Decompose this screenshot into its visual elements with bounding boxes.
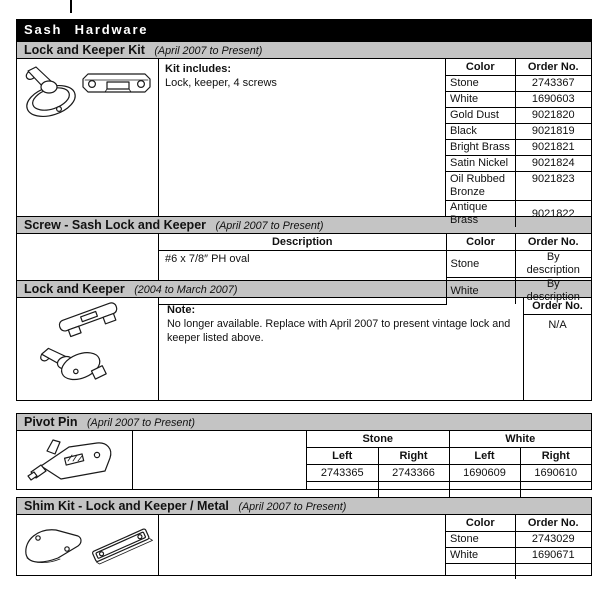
color-cell: Bright Brass (446, 140, 515, 156)
pivot-pin-image-cell (17, 431, 133, 489)
note-cell (159, 298, 523, 400)
scan-artifact-mark (70, 0, 72, 13)
empty-cell (520, 482, 591, 498)
column-header-left: Left (307, 448, 378, 465)
filler-row (307, 482, 591, 498)
order-no-cell: 9021824 (515, 156, 591, 172)
table-row (446, 76, 591, 92)
color-cell: White (446, 548, 515, 564)
section-header-shim-kit (16, 497, 592, 515)
section-lock-and-keeper-old (16, 297, 592, 401)
order-no-cell: By description (515, 251, 591, 278)
empty-cell (449, 482, 520, 498)
shim-kit-table-cell (446, 515, 591, 575)
color-cell: Stone (446, 76, 515, 92)
section-title: Lock and Keeper (24, 282, 125, 296)
pivot-pin-illustration-icon (27, 434, 123, 486)
section-title: Screw - Sash Lock and Keeper (24, 218, 207, 232)
column-header-order-no: Order No. (515, 515, 591, 532)
table-row (159, 251, 591, 278)
filler-row (446, 564, 591, 580)
lock-keeper-kit-image-cell (17, 59, 159, 216)
page-title-bar (16, 19, 592, 41)
order-no-cell: 2743366 (378, 465, 449, 482)
group-header-white: White (449, 431, 591, 448)
order-no-cell: 9021822 (515, 201, 591, 228)
table-row (446, 92, 591, 108)
order-no-cell: 9021823 (515, 172, 591, 201)
empty-cell (515, 564, 591, 580)
color-cell: Stone (446, 532, 515, 548)
column-header-right: Right (520, 448, 591, 465)
color-cell: Oil Rubbed Bronze (446, 172, 515, 201)
note-text: No longer available. Replace with April 2007 to present vintage lock and keeper listed above. (167, 318, 511, 344)
order-no-cell: 2743367 (515, 76, 591, 92)
table-row (446, 548, 591, 564)
order-no-cell: 1690610 (520, 465, 591, 482)
section-shim-kit (16, 514, 592, 576)
order-no-column (523, 298, 591, 400)
column-header-right: Right (378, 448, 449, 465)
color-order-table-cell (446, 59, 591, 226)
column-header-order-no: Order No. (524, 298, 591, 315)
section-date-range: (April 2007 to Present) (86, 417, 195, 429)
empty-cell (378, 482, 449, 498)
section-date-range: (April 2007 to Present) (215, 220, 324, 232)
table-row (446, 201, 591, 228)
section-date-range: (April 2007 to Present) (238, 501, 347, 513)
column-header-description: Description (159, 234, 446, 251)
empty-cell (446, 564, 515, 580)
color-order-table (446, 59, 591, 227)
kit-includes-cell (159, 59, 446, 216)
order-no-value: N/A (548, 319, 567, 331)
order-no-cell: By description (515, 278, 591, 305)
section-pivot-pin (16, 430, 592, 490)
shim-kit-empty-cell (159, 515, 446, 575)
section-title: Shim Kit - Lock and Keeper / Metal (24, 499, 229, 513)
order-no-cell: 2743365 (307, 465, 378, 482)
table-row (446, 156, 591, 172)
table-row (446, 532, 591, 548)
order-no-cell: 9021820 (515, 108, 591, 124)
color-cell: White (446, 92, 515, 108)
empty-cell (307, 482, 378, 498)
order-no-cell: 9021821 (515, 140, 591, 156)
old-lock-keeper-image-cell (17, 298, 159, 400)
table-row (446, 108, 591, 124)
shim-kit-illustration-icon (20, 518, 156, 572)
pivot-pin-table-cell (307, 431, 591, 489)
table-row (307, 465, 591, 482)
shim-kit-color-order-table (446, 515, 591, 579)
shim-kit-image-cell (17, 515, 159, 575)
description-cell: #6 x 7/8″ PH oval (159, 251, 446, 305)
section-title: Pivot Pin (24, 415, 78, 429)
section-header-pivot-pin (16, 413, 592, 431)
column-header-order-no: Order No. (515, 59, 591, 76)
color-cell: Gold Dust (446, 108, 515, 124)
lock-and-keeper-illustration-icon (19, 59, 157, 129)
section-title: Lock and Keeper Kit (24, 43, 145, 57)
kit-includes-label: Kit includes: (165, 63, 232, 75)
color-cell: Black (446, 124, 515, 140)
sash-hardware-catalog-page (16, 19, 592, 576)
order-no-cell: 9021819 (515, 124, 591, 140)
order-no-cell: 1690609 (449, 465, 520, 482)
color-cell: Antique Brass (446, 201, 515, 228)
table-row (446, 172, 591, 201)
table-row (446, 124, 591, 140)
pivot-pin-empty-cell (133, 431, 307, 489)
order-no-cell: 1690671 (515, 548, 591, 564)
column-header-color: Color (446, 59, 515, 76)
column-header-left: Left (449, 448, 520, 465)
column-header-order-no: Order No. (515, 234, 591, 251)
section-header-lock-and-keeper-kit (16, 41, 592, 59)
column-header-color: Color (446, 515, 515, 532)
section-date-range: (April 2007 to Present) (154, 45, 263, 57)
table-row (446, 140, 591, 156)
old-lock-and-keeper-illustration-icon (24, 300, 152, 398)
note-label: Note: (167, 304, 196, 316)
order-no-cell: 1690603 (515, 92, 591, 108)
color-cell: White (446, 278, 515, 305)
color-cell: Satin Nickel (446, 156, 515, 172)
column-header-color: Color (446, 234, 515, 251)
order-no-cell: 2743029 (515, 532, 591, 548)
screw-image-cell (17, 234, 159, 280)
page-title: Sash Hardware (24, 22, 149, 37)
group-header-stone: Stone (307, 431, 449, 448)
kit-includes-contents: Lock, keeper, 4 screws (165, 77, 277, 89)
section-date-range: (2004 to March 2007) (134, 284, 238, 296)
pivot-pin-table (307, 431, 591, 497)
color-cell: Stone (446, 251, 515, 278)
